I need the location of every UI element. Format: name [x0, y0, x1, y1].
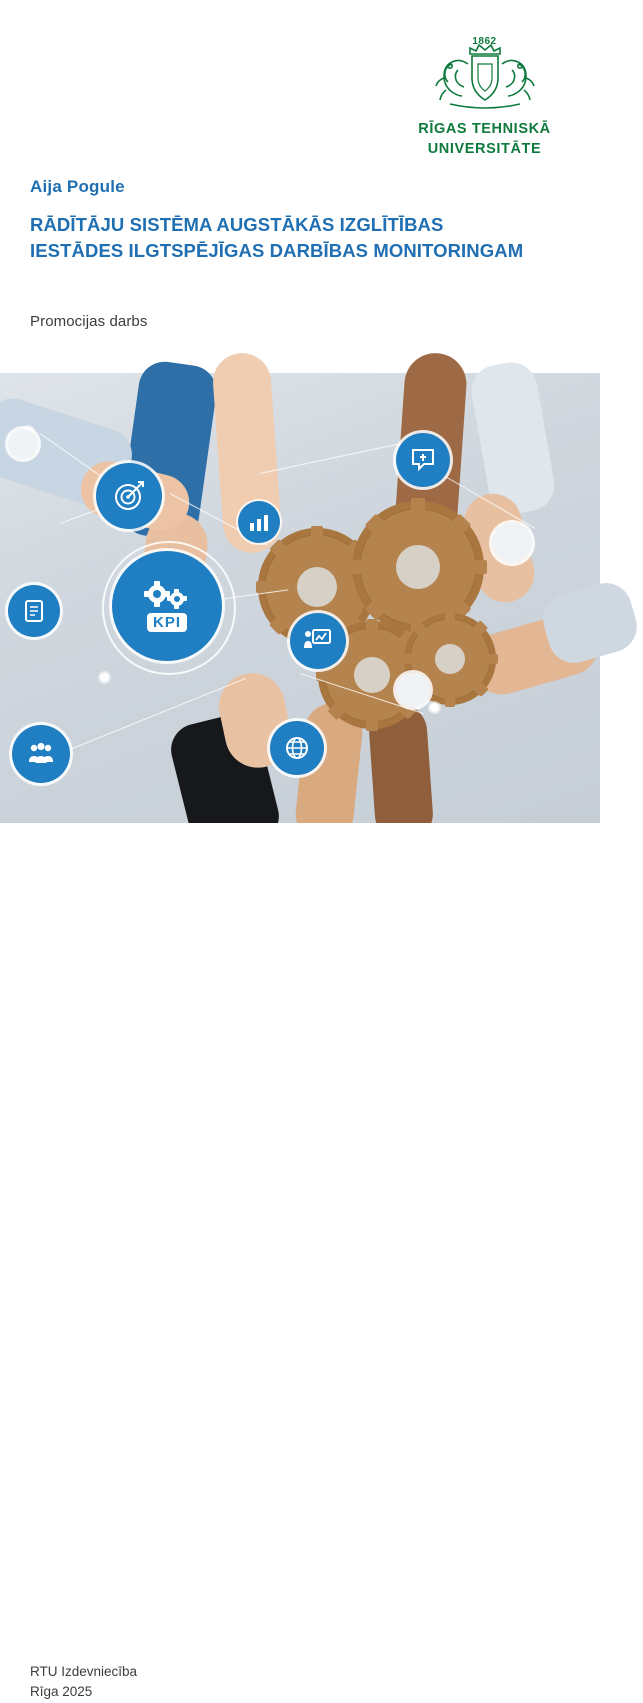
- author-name: Aija Pogule: [30, 177, 125, 196]
- publication-place-year: Rīga 2025: [30, 1684, 93, 1700]
- rtu-coat-of-arms-icon: [420, 34, 550, 114]
- node-dot: [430, 703, 439, 712]
- highlight-dot-icon: [492, 523, 532, 563]
- logo-name-line1: RĪGAS TEHNISKĀ: [418, 121, 551, 137]
- document-icon: [8, 585, 60, 637]
- header-band: [0, 0, 600, 373]
- page-title: RĀDĪTĀJU SISTĒMA AUGSTĀKĀS IZGLĪTĪBAS IESTĀDES ILGTSPĒJĪGAS DARBĪBAS MONITORINGAM: [30, 214, 524, 262]
- kpi-label: KPI: [147, 613, 187, 632]
- highlight-dot-icon: [8, 429, 38, 459]
- highlight-dot-icon: [396, 673, 430, 707]
- cover-photo: [0, 373, 600, 823]
- publisher-name: RTU Izdevniecība: [30, 1664, 138, 1679]
- kpi-badge: [112, 551, 222, 661]
- globe-icon: [270, 721, 324, 775]
- logo-year: 1862: [472, 36, 497, 47]
- document-type-subtitle: Promocijas darbs: [30, 313, 148, 330]
- arm-sleeve-light-top-right: [467, 358, 558, 517]
- node-dot: [100, 673, 109, 682]
- speech-bubble-icon: [396, 433, 450, 487]
- bar-chart-icon: [238, 501, 280, 543]
- presentation-icon: [290, 613, 346, 669]
- logo-name-line2: UNIVERSITĀTE: [427, 140, 542, 157]
- people-group-icon: [12, 725, 70, 783]
- target-icon: [96, 463, 162, 529]
- rtu-logo: [397, 34, 572, 159]
- footer-band: [0, 823, 600, 1700]
- cover-photo-illustration: [0, 373, 600, 823]
- publisher-block: [30, 1662, 137, 1703]
